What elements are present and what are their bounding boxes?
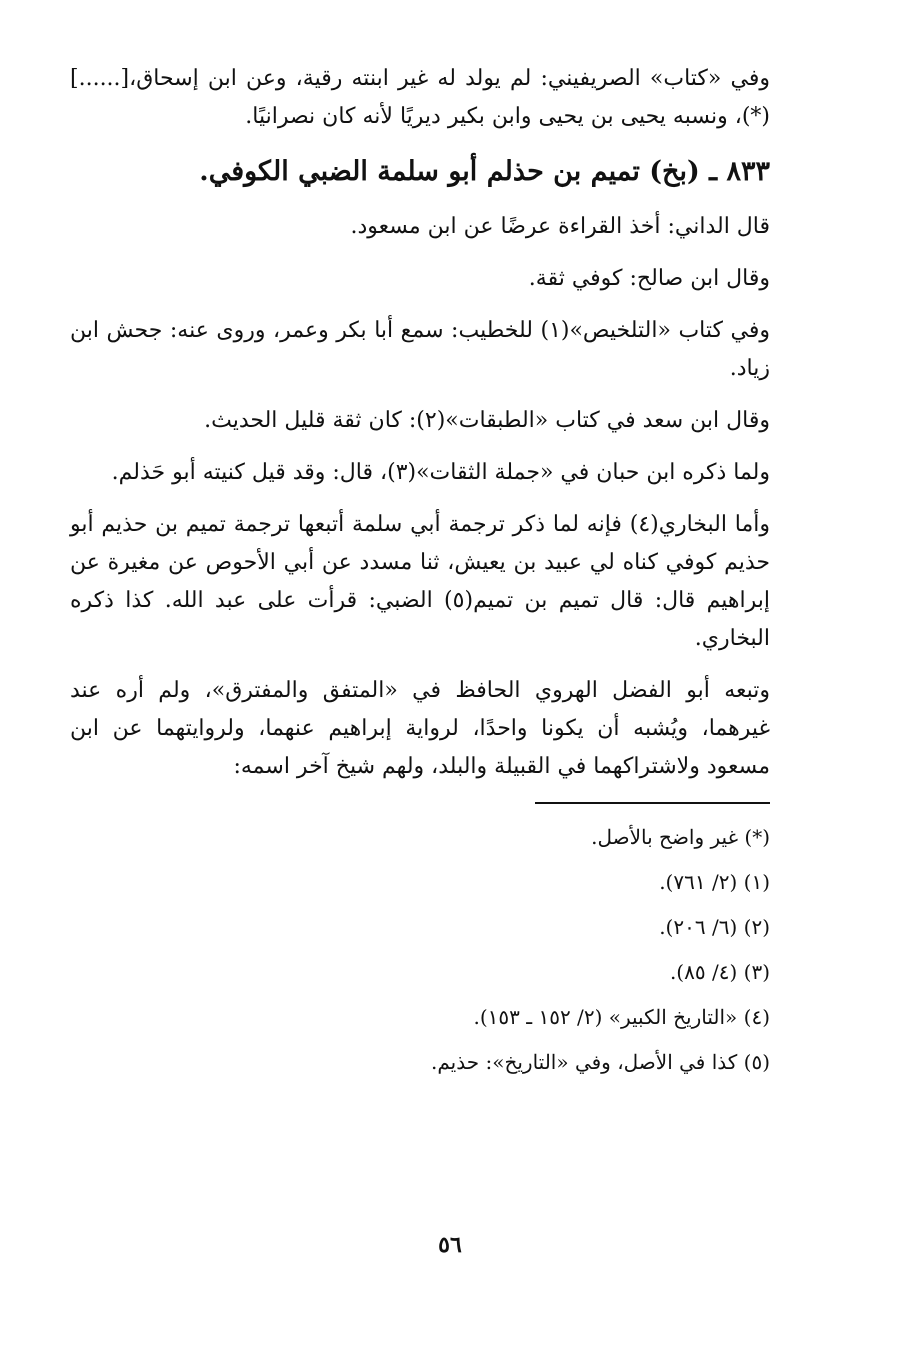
paragraph-continuation: وفي «كتاب» الصريفيني: لم يولد له غير ابنته رقية، وعن ابن إسحاق،[......](*)، ونسبه يحيى بن يحيى وابن بكير ديريًا لأنه كان نصرانيًا. bbox=[70, 66, 770, 129]
paragraph-ibn-hibban: ولما ذكره ابن حبان في «جملة الثقات»(٣)، قال: وقد قيل كنيته أبو حَذلم. bbox=[111, 460, 770, 485]
footnote-4: (٤) «التاريخ الكبير» (٢/ ١٥٢ ـ ١٥٣). bbox=[473, 1005, 770, 1029]
paragraph-harawi: وتبعه أبو الفضل الهروي الحافظ في «المتفق والمفترق»، ولم أره عند غيرهما، ويُشبه أن يكونا واحدًا، لرواية إبراهيم عنهما، ولروايتهما عن ابن مسعود ولاشتراكهما في القبيلة والبلد، ولهم شيخ آخر اسمه: bbox=[70, 678, 770, 779]
paragraph-ibn-saad: وقال ابن سعد في كتاب «الطبقات»(٢): كان ثقة قليل الحديث. bbox=[204, 408, 770, 433]
paragraph-talkhis: وفي كتاب «التلخيص»(١) للخطيب: سمع أبا بكر وعمر، وروى عنه: جحش ابن زياد. bbox=[70, 318, 770, 381]
footnote-1: (١) (٢/ ٧٦١). bbox=[659, 870, 770, 894]
paragraph-ibn-salih: وقال ابن صالح: كوفي ثقة. bbox=[528, 266, 770, 291]
footnote-star: (*) غير واضح بالأصل. bbox=[591, 825, 770, 849]
paragraph-bukhari: وأما البخاري(٤) فإنه لما ذكر ترجمة أبي سلمة أتبعها ترجمة تميم بن حذيم أبو حذيم كوفي كناه لي عبيد بن يعيش، ثنا مسدد عن أبي الأحوص عن مغيرة عن إبراهيم قال: قال تميم بن تميم(٥) الضبي: قرأت على عبد الله. كذا ذكره البخاري. bbox=[70, 512, 771, 651]
footnote-3: (٣) (٤/ ٨٥). bbox=[669, 960, 770, 984]
paragraph-dani: قال الداني: أخذ القراءة عرضًا عن ابن مسعود. bbox=[350, 214, 770, 239]
page-content bbox=[70, 60, 770, 1092]
footnote-2: (٢) (٦/ ٢٠٦). bbox=[659, 915, 770, 939]
footnote-5: (٥) كذا في الأصل، وفي «التاريخ»: حذيم. bbox=[431, 1050, 770, 1074]
page-number: ٥٦ bbox=[438, 1232, 462, 1258]
entry-heading: ٨٣٣ ـ (بخ) تميم بن حذلم أبو سلمة الضبي الكوفي. bbox=[199, 156, 770, 187]
footnote-divider bbox=[535, 802, 770, 804]
